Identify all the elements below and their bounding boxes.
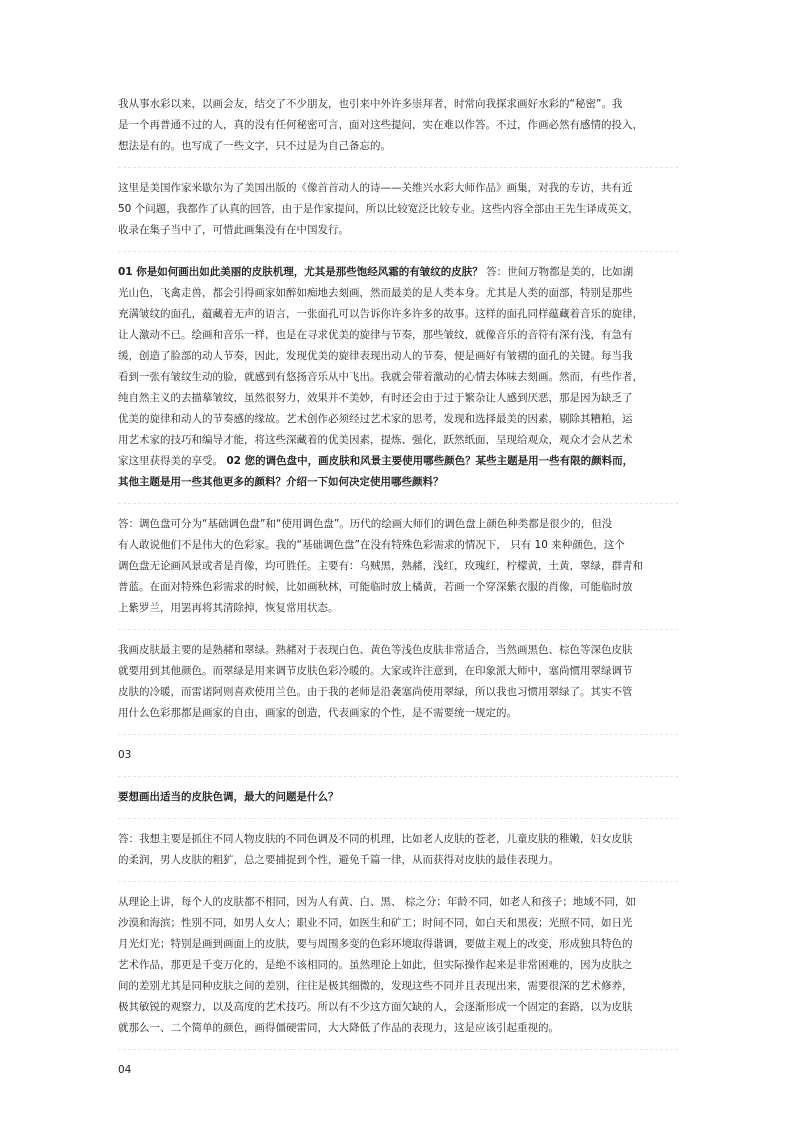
answer-03-part1: 答：我想主要是抓住不同人物皮肤的不同色调及不同的机理，比如老人皮肤的苍老，儿童皮肤的稚嫩，妇女皮肤 的柔润，男人皮肤的粗犷，总之要捕捉到个性，避免千篇一律，从而获得对皮肤的最佳表现力。 — [118, 833, 633, 866]
divider — [118, 818, 678, 819]
answer-03-part2: 从理论上讲，每个人的皮肤都不相同，因为人有黄、白、黑、 棕之分；年龄不同，如老人和孩子；地域不同，如 沙漠和海滨；性别不同，如男人女人；职业不同，如医生和矿工；时间不同，如白天和黑夜；光照不同，如日光 月光灯光；特别是画到画面上的皮肤，要与周围多变的色彩环境取得谐调，要做主观上的改变，形成独具特色的 艺术作品，那更是千变万化的，是绝不该相同的。虽然理论上如此，但实际操作起来是非常困难的，因为皮肤之 间的差别尤其是同种皮肤之间的差别，往往是极其细微的，发现这些不同并且表现出来，需要很深的艺术修养， 极其敏锐的观察力，以及高度的艺术技巧。所以有不少这方面欠缺的人，会逐渐形成一个固定的套路，以为皮肤 就那么一、二个简单的颜色，画得僵硬雷同，大大降低了作品的表现力，这是应该引起重视的。 — [118, 896, 636, 1034]
document-page — [118, 94, 678, 1091]
answer-02-part2: 我画皮肤最主要的是熟赭和翠绿。熟赭对于表现白色、黄色等浅色皮肤非常适合，当然画黑色、棕色等深色皮肤 就要用到其他颜色。而翠绿是用来调节皮肤色彩冷暖的。大家或许注意到，在印象派大师中，塞尚惯用翠绿调节 皮肤的冷暖，而雷诺阿则喜欢使用兰色。由于我的老师是沿袭塞尚使用翠绿，所以我也习惯用翠绿了。其实不管 用什么色彩那都是画家的自由，画家的创造，代表画家的个性，是不需要统一规定的。 — [118, 644, 633, 719]
section-number-03: 03 — [118, 749, 132, 761]
divider — [118, 734, 678, 735]
answer-01-text: 答：世间万物都是美的，比如湖 光山色，飞禽走兽，都会引得画家如醉如痴地去刻画，然而最美的是人类本身。尤其是人类的面部，特别是那些 充满皱纹的面孔，蕴藏着无声的语言，一张面孔可以告诉你许多许多的故事。这样的面孔同样蕴藏着音乐的旋律， 让人激动不已。绘画和音乐一样，也是在寻求优美的旋律与节奏，那些皱纹，就像音乐的音符有深有浅，有急有 缓，创造了脸部的动人节奏，因此，发现优美的旋律表现出动人的节奏，便是画好有皱褶的面孔的关键。每当我 看到一张有皱纹生动的脸，就感到有悠扬音乐从中飞出。我就会带着激动的心情去体味去刻画。然而，有些作者， 纯自然主义的去描摹皱纹，虽然很努力，效果并不美妙，有时还会由于过于繁杂让人感到厌恶，那是因为缺乏了 优美的旋律和动人的节奏感的缘故。艺术创作必须经过艺术家的思考，发现和选择最美的因素，剔除其糟粕，运 用艺术家的技巧和编导才能，将这些深藏着的优美因素，提炼、强化，跃然纸面，呈现给观众，观众才会从艺术 家这里获得美的享受。 — [118, 266, 643, 467]
divider — [118, 629, 678, 630]
question-01-title: 01 你是如何画出如此美丽的皮肤机理，尤其是那些饱经风霜的有皱纹的皮肤？ — [118, 266, 483, 278]
divider — [118, 881, 678, 882]
divider — [118, 251, 678, 252]
section-number-04: 04 — [118, 1064, 132, 1076]
divider — [118, 1049, 678, 1050]
divider — [118, 776, 678, 777]
divider — [118, 503, 678, 504]
question-01-block — [118, 262, 678, 493]
paragraph-background: 这里是美国作家米歇尔为了美国出版的《像首首动人的诗——关维兴水彩大师作品》画集，对我的专访，共有近 50 个问题，我都作了认真的回答，由于是作家提问，所以比较宽泛比较专业。这些内容全部由王先生译成英文， 收录在集子当中了，可惜此画集没有在中国发行。 — [118, 182, 639, 236]
answer-02-part1: 答：调色盘可分为“基础调色盘”和“使用调色盘”。历代的绘画大师们的调色盘上颜色种类都是很少的，但没 有人敢说他们不是伟大的色彩家。我的“基础调色盘”在没有特殊色彩需求的情况下， 只有 10 来种颜色，这个 调色盘无论画风景或者是肖像，均可胜任。主要有：乌贼黑，熟赭，浅红，玫瑰红，柠檬黄，土黄，翠绿，群青和 普蓝。在面对特殊色彩需求的时候，比如画秋林，可能临时放上橘黄，若画一个穿深紫衣服的肖像，可能临时放 上紫罗兰，用罢再将其清除掉，恢复常用状态。 — [118, 518, 643, 614]
question-03-block — [118, 787, 678, 808]
divider — [118, 167, 678, 168]
paragraph-intro: 我从事水彩以来，以画会友，结交了不少朋友，也引来中外许多崇拜者，时常向我探求画好水彩的“秘密”。我 是一个再普通不过的人，真的没有任何秘密可言，面对这些提问，实在难以作答。不过，作画必然有感情的投入， 想法是有的。也写成了一些文字，只不过是为自己备忘的。 — [118, 98, 643, 152]
question-03-title: 要想画出适当的皮肤色调，最大的问题是什么？ — [118, 791, 339, 803]
question-02-title: 02 您的调色盘中，画皮肤和风景主要使用哪些颜色？某些主题是用一些有限的颜料而， 其他主题是用一些其他更多的颜料？介绍一下如何决定使用哪些颜料？ — [118, 455, 634, 488]
